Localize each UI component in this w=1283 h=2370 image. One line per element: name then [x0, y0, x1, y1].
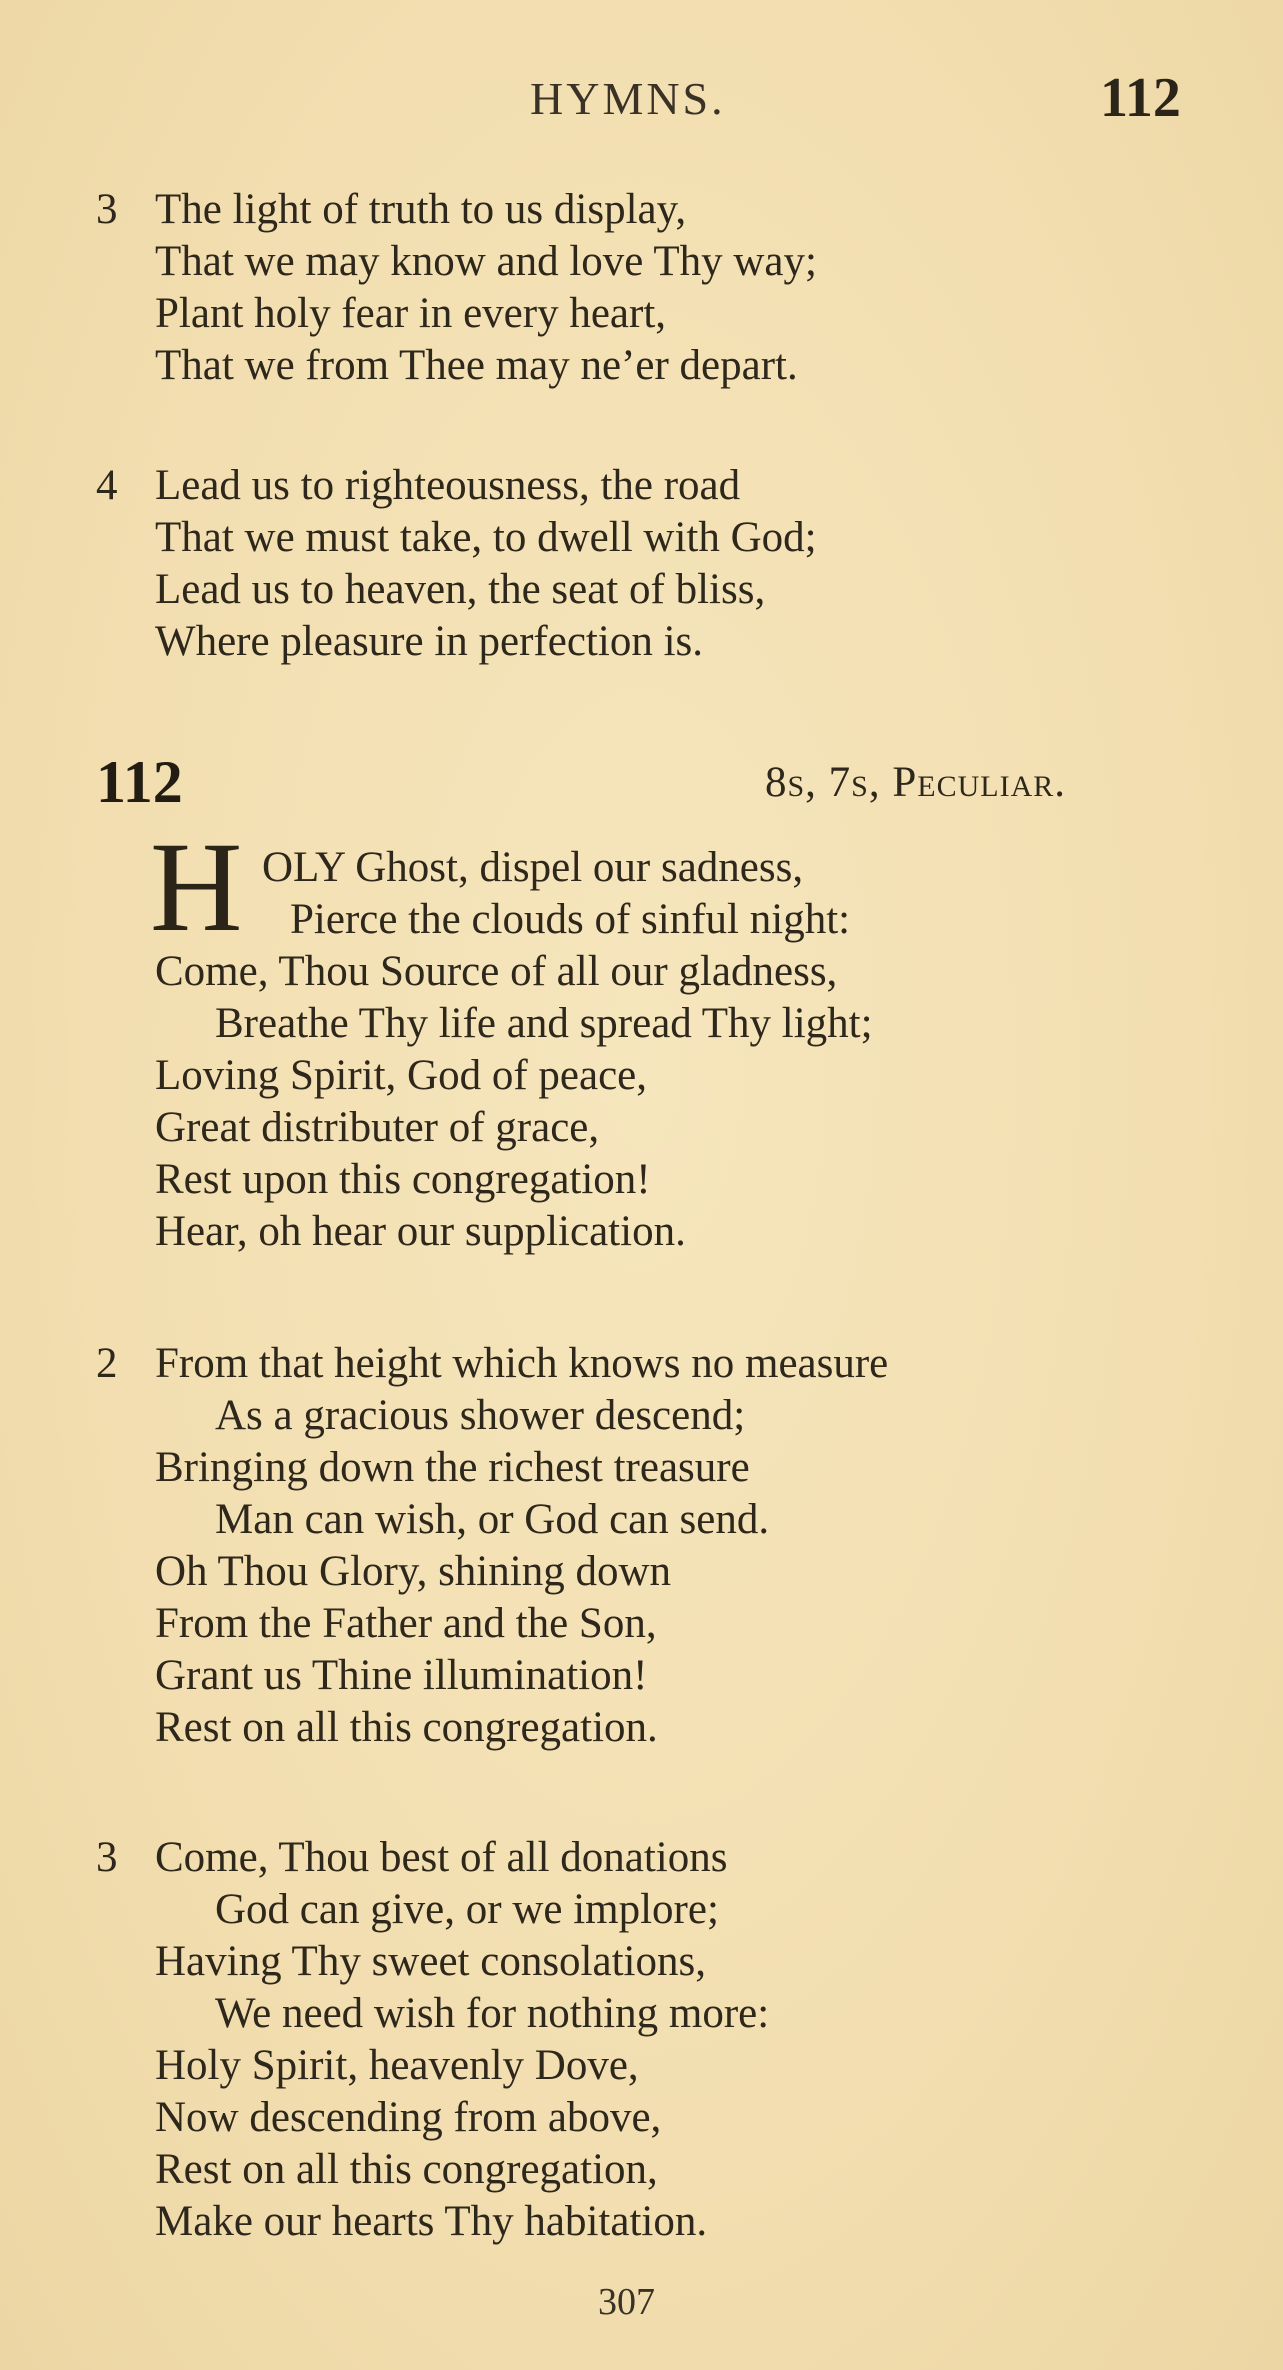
verse-number: 3	[96, 186, 118, 233]
page-number: 307	[598, 2281, 655, 2323]
verse-line: Holy Spirit, heavenly Dove,	[155, 2042, 639, 2089]
verse-line: Now descending from above,	[155, 2094, 662, 2141]
verse-line: Bringing down the richest treasure	[155, 1444, 750, 1491]
drop-cap: H	[150, 816, 243, 958]
verse-line: Rest on all this congregation,	[155, 2146, 658, 2193]
verse-line: Rest on all this congregation.	[155, 1704, 658, 1751]
verse-line: Grant us Thine illumination!	[155, 1652, 648, 1699]
verse-line: As a gracious shower descend;	[215, 1392, 746, 1439]
verse-line: Lead us to righteousness, the road	[155, 462, 741, 509]
verse-line: Lead us to heaven, the seat of bliss,	[155, 566, 766, 613]
verse-line: Oh Thou Glory, shining down	[155, 1548, 671, 1595]
verse-number: 3	[96, 1834, 118, 1881]
verse-line: Make our hearts Thy habitation.	[155, 2198, 708, 2245]
verse-line: From that height which knows no measure	[155, 1340, 889, 1387]
verse-line: From the Father and the Son,	[155, 1600, 657, 1647]
verse-line: Come, Thou best of all donations	[155, 1834, 728, 1881]
running-header-title: HYMNS.	[530, 73, 726, 124]
verse-line: Loving Spirit, God of peace,	[155, 1052, 648, 1099]
verse-line: That we must take, to dwell with God;	[155, 514, 817, 561]
verse-line: Come, Thou Source of all our gladness,	[155, 948, 838, 995]
verse-line: God can give, or we implore;	[215, 1886, 719, 1933]
verse-line: That we may know and love Thy way;	[155, 238, 817, 285]
verse-line: Plant holy fear in every heart,	[155, 290, 667, 337]
verse-line: OLY Ghost, dispel our sadness,	[262, 844, 804, 891]
verse-line: We need wish for nothing more:	[215, 1990, 770, 2037]
hymn-number: 112	[96, 749, 183, 815]
verse-line: That we from Thee may ne’er depart.	[155, 342, 798, 389]
verse-line: Breathe Thy life and spread Thy light;	[215, 1000, 873, 1047]
hymn-meter: 8s, 7s, Peculiar.	[765, 759, 1067, 806]
verse-number: 2	[96, 1340, 118, 1387]
verse-line: Having Thy sweet consolations,	[155, 1938, 706, 1985]
verse-line: Man can wish, or God can send.	[215, 1496, 770, 1543]
verse-line: Where pleasure in perfection is.	[155, 618, 703, 665]
running-header-hymn-number: 112	[1100, 67, 1181, 129]
verse-line: The light of truth to us display,	[155, 186, 687, 233]
verse-line: Rest upon this congregation!	[155, 1156, 651, 1203]
verse-number: 4	[96, 462, 118, 509]
verse-line: Great distributer of grace,	[155, 1104, 600, 1151]
verse-line: Pierce the clouds of sinful night:	[290, 896, 851, 943]
verse-line: Hear, oh hear our supplication.	[155, 1208, 686, 1255]
